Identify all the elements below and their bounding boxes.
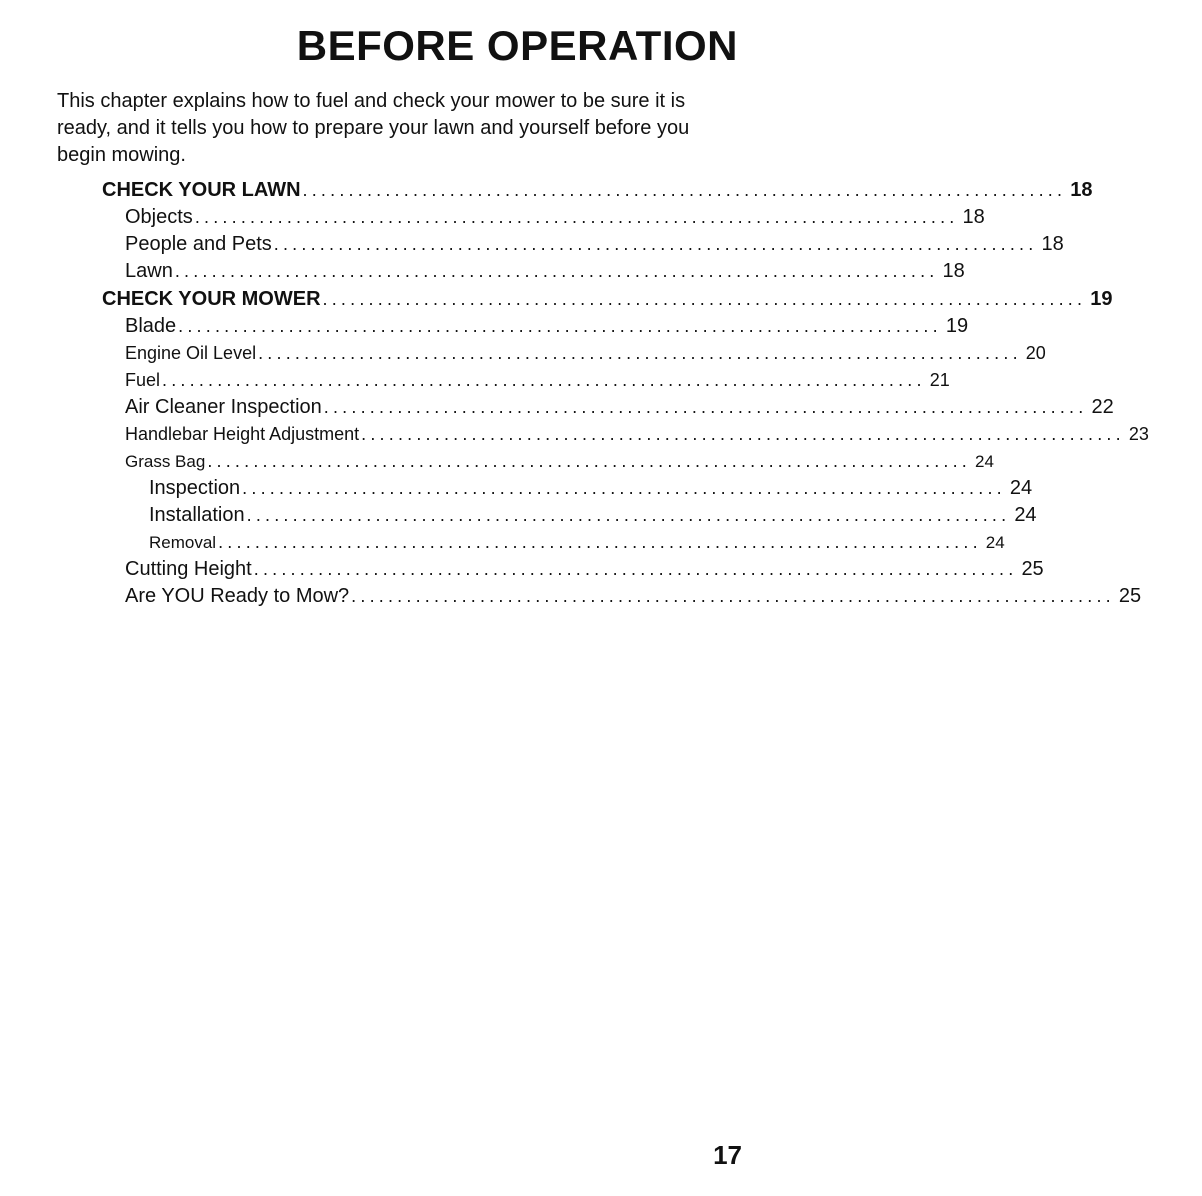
dot-leader: ...................................................................................: [174, 261, 939, 281]
toc-entry-page: 18: [962, 206, 985, 228]
toc-entry-page: 24: [1014, 504, 1037, 526]
toc-entry-are-you-ready-to-mow[interactable]: [0, 583, 1142, 610]
toc-entry-label: CHECK YOUR LAWN: [102, 179, 301, 201]
toc-entry-label: CHECK YOUR MOWER: [102, 288, 321, 310]
toc-entry-page: 22: [1091, 396, 1114, 418]
dot-leader: ...................................................................................: [361, 424, 1125, 444]
toc-entry-label: People and Pets: [125, 233, 272, 255]
toc-entry-label: Inspection: [149, 477, 241, 499]
table-of-contents: [0, 176, 1149, 610]
toc-entry-inspection[interactable]: [0, 475, 1033, 502]
toc-entry-page: 24: [975, 452, 994, 471]
dot-leader: ...................................................................................: [258, 343, 1022, 363]
dot-leader: ...................................................................................: [273, 234, 1038, 254]
toc-entry-label: Removal: [149, 533, 217, 552]
toc-entry-page: 18: [1070, 179, 1093, 201]
toc-entry-label: Objects: [125, 206, 193, 228]
toc-entry-page: 20: [1025, 343, 1046, 363]
toc-entry-handlebar-height-adjustment[interactable]: [0, 421, 1149, 448]
toc-entry-lawn[interactable]: [0, 258, 965, 285]
toc-entry-label: Blade: [125, 315, 177, 337]
toc-entry-page: 21: [929, 370, 950, 390]
dot-leader: ...................................................................................: [218, 532, 982, 552]
toc-entry-page: 25: [1021, 558, 1044, 580]
dot-leader: ...................................................................................: [194, 207, 959, 227]
toc-entry-label: Lawn: [125, 260, 173, 282]
toc-entry-page: 18: [942, 260, 965, 282]
dot-leader: ...................................................................................: [246, 505, 1011, 525]
toc-entry-page: 19: [1090, 288, 1113, 310]
toc-entry-page: 24: [985, 533, 1005, 552]
toc-entry-grass-bag[interactable]: [0, 448, 994, 475]
toc-entry-page: 19: [945, 315, 969, 337]
dot-leader: ...................................................................................: [302, 180, 1067, 200]
page-title: BEFORE OPERATION: [296, 22, 738, 69]
toc-entry-label: Installation: [149, 504, 245, 526]
toc-entry-check-your-lawn[interactable]: [0, 177, 1093, 204]
toc-entry-engine-oil-level[interactable]: [0, 340, 1046, 367]
dot-leader: ...................................................................................: [207, 451, 971, 471]
toc-entry-label: Grass Bag: [125, 452, 206, 471]
toc-entry-page: 25: [1118, 585, 1142, 607]
page-number: 17: [713, 1140, 742, 1170]
toc-entry-label: Cutting Height: [125, 558, 252, 580]
dot-leader: ...................................................................................: [178, 316, 942, 336]
toc-entry-people-and-pets[interactable]: [0, 231, 1064, 258]
toc-entry-installation[interactable]: [0, 502, 1037, 529]
dot-leader: ...................................................................................: [323, 397, 1088, 417]
toc-entry-label: Air Cleaner Inspection: [125, 396, 322, 418]
toc-entry-objects[interactable]: [0, 204, 985, 231]
toc-entry-air-cleaner-inspection[interactable]: [0, 394, 1114, 421]
toc-entry-page: 24: [1009, 477, 1033, 499]
dot-leader: ...................................................................................: [322, 289, 1087, 309]
intro-paragraph: This chapter explains how to fuel and check your mower to be sure it is ready, and it tells you how to prepare your lawn and yourself before you begin mowing.: [57, 90, 690, 166]
toc-entry-removal[interactable]: [0, 529, 1005, 556]
dot-leader: ...................................................................................: [351, 586, 1115, 606]
toc-entry-label: Are YOU Ready to Mow?: [125, 585, 350, 607]
dot-leader: ...................................................................................: [162, 370, 926, 390]
dot-leader: ...................................................................................: [242, 478, 1006, 498]
toc-entry-cutting-height[interactable]: [0, 556, 1044, 583]
toc-entry-label: Engine Oil Level: [125, 343, 257, 363]
toc-entry-page: 23: [1128, 424, 1149, 444]
toc-entry-fuel[interactable]: [0, 367, 950, 394]
toc-entry-page: 18: [1041, 233, 1064, 255]
dot-leader: ...................................................................................: [253, 559, 1018, 579]
toc-entry-label: Handlebar Height Adjustment: [125, 424, 360, 444]
toc-entry-label: Fuel: [125, 370, 161, 390]
toc-entry-check-your-mower[interactable]: [0, 286, 1113, 313]
toc-entry-blade[interactable]: [0, 313, 969, 340]
